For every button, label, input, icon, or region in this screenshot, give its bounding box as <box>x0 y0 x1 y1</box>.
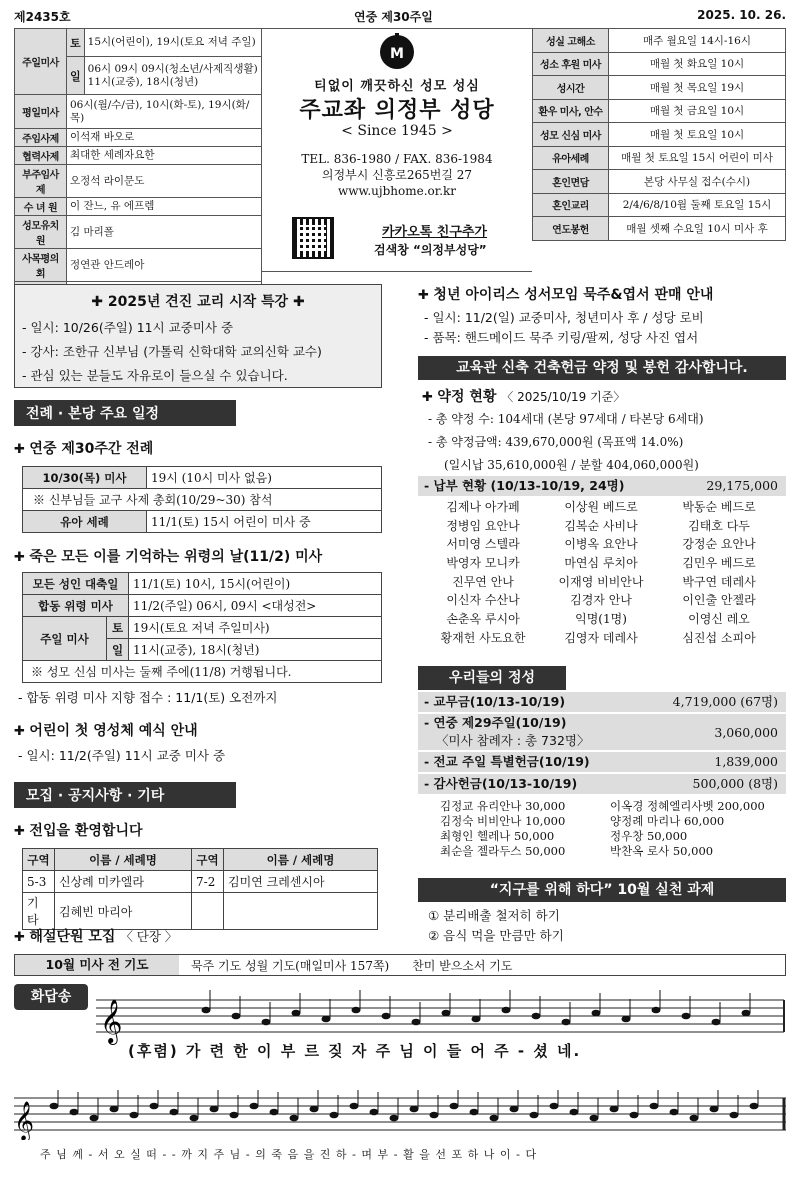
note-mark <box>250 1103 259 1110</box>
iris-line: - 일시: 11/2(일) 교중미사, 청년미사 후 / 성당 로비 <box>424 310 704 325</box>
church-info <box>262 28 532 272</box>
commentator-title: ✚ 해설단원 모집 〈 단장 〉 <box>14 926 177 946</box>
sat-label: 토 <box>67 29 85 57</box>
all-souls-table <box>22 572 382 683</box>
schedule-label: 성시간 <box>533 76 609 100</box>
note-mark <box>310 1106 319 1113</box>
psalm-refrain-lyrics: (후렴) 가 련 한 이 부 르 짖 자 주 님 이 들 어 주 - 셨 네. <box>128 1042 582 1060</box>
church-logo-icon: M <box>380 35 414 69</box>
schedule-value: 매월 첫 화요일 10시 <box>609 52 786 76</box>
staff-value: 김 마리폴 <box>67 216 262 249</box>
iris-title: ✚ 청년 아이리스 성서모임 묵주&엽서 판매 안내 <box>418 284 713 304</box>
note-mark <box>50 1103 59 1110</box>
prayer-label: 10월 미사 전 기도 <box>15 955 179 975</box>
name-cell: 김미연 크레센시아 <box>224 871 378 893</box>
note-mark <box>292 1010 301 1017</box>
schedule-label: 혼인교리 <box>533 193 609 217</box>
earth-item: ② 음식 먹을 만큼만 하기 <box>428 928 564 943</box>
schedule-value: 본당 사무실 접수(수시) <box>609 170 786 194</box>
tel-fax: TEL. 836-1980 / FAX. 836-1984 <box>301 152 493 166</box>
offering-bar: 우리들의 정성 <box>418 666 566 690</box>
note-mark <box>130 1112 139 1119</box>
lecture-line: - 관심 있는 분들도 자유로이 들으실 수 있습니다. <box>22 368 288 383</box>
notice-section-bar: 모집 · 공지사항 · 기타 <box>14 782 236 808</box>
all-souls-note: ※ 성모 신심 미사는 둘째 주에(11/8) 거행됩니다. <box>23 661 382 683</box>
note-mark <box>262 1019 271 1026</box>
building-fund-bar: 교육관 신축 건축헌금 약정 및 봉헌 감사합니다. <box>418 356 786 380</box>
note-mark <box>530 1112 539 1119</box>
note-mark <box>412 1019 421 1026</box>
weekday-mass-times: 06시(월/수/금), 10시(화-토), 19시(화/목) <box>67 95 262 129</box>
note-mark <box>430 1112 439 1119</box>
name-cell: 김혜빈 마리아 <box>55 893 192 930</box>
note-mark <box>712 1019 721 1026</box>
lecture-line: - 강사: 조한규 신부님 (가톨릭 신학대학 교의신학 교수) <box>22 344 322 359</box>
note-mark <box>622 1016 631 1023</box>
offering-label: - 교무금(10/13-10/19) <box>424 694 566 709</box>
staff-value: 이 잔느, 유 에프렘 <box>67 198 262 216</box>
all-souls-value: 11시(교중), 18시(청년) <box>129 639 382 661</box>
note-mark <box>472 1016 481 1023</box>
col-area: 구역 <box>23 849 55 871</box>
note-mark <box>290 1115 299 1122</box>
offering-row <box>418 692 786 712</box>
note-mark <box>650 1103 659 1110</box>
schedule-value: 매주 월요일 14시-16시 <box>609 29 786 53</box>
schedule-value: 매월 첫 토요일 10시 <box>609 123 786 147</box>
memorial-note: - 합동 위령 미사 지향 접수 : 11/1(토) 오전까지 <box>18 690 278 705</box>
note-mark <box>470 1109 479 1116</box>
qr-code-icon[interactable] <box>292 217 334 259</box>
note-mark <box>590 1115 599 1122</box>
payment-amount: 29,175,000 <box>706 478 778 493</box>
list-item: 서미영 스텔라 이병옥 요안나 강정순 요안나 <box>446 537 756 552</box>
all-souls-value: 11/1(토) 10시, 15시(어린이) <box>129 573 382 595</box>
note-mark <box>690 1115 699 1122</box>
area-cell: 기타 <box>23 893 55 930</box>
church-name: 주교좌 의정부 성당 <box>299 98 495 123</box>
note-mark <box>742 1010 751 1017</box>
sun-label: 일 <box>107 639 129 661</box>
schedule-label: 성소 후원 미사 <box>533 52 609 76</box>
all-souls-label: 모든 성인 대축일 <box>23 573 129 595</box>
offering-value: 4,719,000 (67명) <box>672 694 778 709</box>
col-area: 구역 <box>192 849 224 871</box>
schedule-value: 2/4/6/8/10월 둘째 토요일 15시 <box>609 193 786 217</box>
psalm-verse-lyrics: 주 님 께 - 서 오 실 떠 - - 까 지 주 님 - 의 죽 음 을 진 하 - 며 부 - 활 을 선 포 하 나 이 - 다 <box>40 1148 538 1161</box>
note-mark <box>532 1013 541 1020</box>
schedule-value: 매월 첫 토요일 15시 어린이 미사 <box>609 146 786 170</box>
liturgy-label: 유아 세례 <box>23 511 147 533</box>
offering-label: - 전교 주일 특별헌금(10/19) <box>424 754 590 769</box>
offering-label: - 연중 제29주일(10/19) <box>424 715 567 730</box>
note-mark <box>170 1109 179 1116</box>
note-mark <box>630 1112 639 1119</box>
offering-row <box>418 774 786 794</box>
note-mark <box>70 1109 79 1116</box>
name-cell <box>224 893 378 930</box>
liturgy-value: 19시 (10시 미사 없음) <box>147 467 382 489</box>
treble-clef-icon: 𝄞 <box>100 999 123 1043</box>
list-item: 김정교 유리안나 30,000 이옥경 정혜엘리사벳 200,000 <box>440 799 765 813</box>
website-link[interactable]: www.ujbhome.or.kr <box>337 184 457 198</box>
liturgy-note: ※ 신부님들 교구 사제 총회(10/29~30) 참석 <box>23 489 382 511</box>
staff-label: 수 녀 원 <box>15 198 67 216</box>
note-mark <box>390 1115 399 1122</box>
note-mark <box>550 1103 559 1110</box>
sat-mass-times: 15시(어린이), 19시(토요 저녁 주일) <box>84 29 261 57</box>
note-mark <box>90 1115 99 1122</box>
pledge-date: 〈 2025/10/19 기준〉 <box>501 390 626 404</box>
note-mark <box>750 1103 759 1110</box>
note-mark <box>230 1112 239 1119</box>
psalm-staff-1 <box>96 990 786 1046</box>
note-mark <box>330 1112 339 1119</box>
pledge-line: (일시납 35,610,000원 / 분할 404,060,000원) <box>444 458 699 472</box>
week-liturgy-title: ✚ 연중 제30주간 전례 <box>14 438 153 458</box>
schedule-label: 연도봉헌 <box>533 217 609 241</box>
col-name: 이름 / 세례명 <box>55 849 192 871</box>
all-souls-value: 11/2(주일) 06시, 09시 <대성전> <box>129 595 382 617</box>
lecture-title: ✚ 2025년 견진 교리 시작 특강 ✚ <box>91 294 305 310</box>
note-mark <box>652 1007 661 1014</box>
liturgy-label: 10/30(목) 미사 <box>23 467 147 489</box>
schedule-label: 성실 고해소 <box>533 29 609 53</box>
note-mark <box>270 1109 279 1116</box>
note-mark <box>350 1103 359 1110</box>
schedule-label: 성모 신심 미사 <box>533 123 609 147</box>
note-mark <box>710 1106 719 1113</box>
mass-schedule-table <box>14 28 262 300</box>
note-mark <box>232 1013 241 1020</box>
all-souls-label: 합동 위령 미사 <box>23 595 129 617</box>
contact-info <box>262 151 532 199</box>
note-mark <box>150 1103 159 1110</box>
psalm-label: 화답송 <box>14 984 88 1010</box>
address: 의정부시 신흥로265번길 27 <box>321 168 473 182</box>
pledge-line: - 총 약정 수: 104세대 (본당 97세대 / 타본당 6세대) <box>428 412 704 426</box>
area-cell: 7-2 <box>192 871 224 893</box>
schedule-label: 혼인면담 <box>533 170 609 194</box>
all-souls-title: ✚ 죽은 모든 이를 기억하는 위령의 날(11/2) 미사 <box>14 546 322 566</box>
earth-bar: “지구를 위해 하다” 10월 실천 과제 <box>418 878 786 902</box>
list-item: 김정숙 비비안나 10,000 양정례 마리나 60,000 <box>440 814 725 828</box>
week-title: 연중 제30주일 <box>354 10 433 24</box>
payment-status <box>418 476 786 496</box>
name-cell: 신상례 미카엘라 <box>55 871 192 893</box>
payment-label: - 납부 현황 (10/13-10/19, 24명) <box>424 478 625 493</box>
issue-date: 2025. 10. 26. <box>697 8 786 22</box>
offering-value: 1,839,000 <box>714 754 778 769</box>
staff-label: 사목평의회 <box>15 249 67 282</box>
list-item: 이신자 수산나 김경자 안나 이인출 안젤라 <box>446 593 756 608</box>
note-mark <box>202 1007 211 1014</box>
note-mark <box>370 1109 379 1116</box>
list-item: 정병임 요안나 김복순 사비나 김태호 다두 <box>446 518 750 533</box>
note-mark <box>502 1007 511 1014</box>
note-mark <box>610 1106 619 1113</box>
area-cell <box>192 893 224 930</box>
schedule-label: 유아세례 <box>533 146 609 170</box>
sacrament-schedule-table <box>532 28 786 241</box>
kakao-add-friend[interactable]: 카카오톡 친구추가 <box>382 225 487 240</box>
note-mark <box>592 1010 601 1017</box>
note-mark <box>442 1010 451 1017</box>
top-line <box>14 8 786 26</box>
area-cell: 5-3 <box>23 871 55 893</box>
list-item: 최순을 젤라두스 50,000 박찬옥 로사 50,000 <box>440 844 714 858</box>
weekday-mass-label: 평일미사 <box>15 95 67 129</box>
staff-value: 정연관 안드레아 <box>67 249 262 282</box>
note-mark <box>210 1106 219 1113</box>
schedule-value: 매월 첫 목요일 19시 <box>609 76 786 100</box>
kakao-search-hint: 검색창 “의정부성당” <box>374 243 487 257</box>
staff-label: 주임사제 <box>15 129 67 147</box>
commentator-note: 〈 단장 〉 <box>120 929 178 944</box>
issue-number: 제2435호 <box>14 10 71 24</box>
list-item: 김제나 아가페 이상원 베드로 박동순 베드로 <box>446 500 756 514</box>
first-communion-title: ✚ 어린이 첫 영성체 예식 안내 <box>14 720 198 740</box>
earth-item: ① 분리배출 철저히 하기 <box>428 908 560 923</box>
sat-label: 토 <box>107 617 129 639</box>
note-mark <box>730 1112 739 1119</box>
thanks-donors-list <box>440 798 780 858</box>
offering-value: 3,060,000 <box>714 725 778 740</box>
list-item: 손춘옥 루시아 익명(1명) 이영신 레오 <box>446 612 750 627</box>
welcome-title: ✚ 전입을 환영합니다 <box>14 820 143 840</box>
offering-row <box>418 752 786 772</box>
offering-value: 500,000 (8명) <box>692 776 778 791</box>
list-item: 최형인 헬레나 50,000 정우창 50,000 <box>440 829 688 843</box>
note-mark <box>670 1109 679 1116</box>
schedule-value: 매월 셋째 수요일 10시 미사 후 <box>609 217 786 241</box>
note-mark <box>410 1106 419 1113</box>
sun-label: 일 <box>67 57 85 95</box>
note-mark <box>110 1106 119 1113</box>
note-mark <box>450 1103 459 1110</box>
staff-value: 최대한 세례자요한 <box>67 147 262 165</box>
schedule-label: 환우 미사, 안수 <box>533 99 609 123</box>
staff-value: 이석재 바오로 <box>67 129 262 147</box>
offering-row <box>418 714 786 750</box>
donor-names-list <box>424 498 778 648</box>
list-item: 박영자 모니카 마연심 루치아 김민우 베드로 <box>446 556 756 571</box>
liturgy-section-bar: 전례 · 본당 주요 일정 <box>14 400 236 426</box>
list-item: 진무연 안나 이재영 비비안나 박구연 데레사 <box>452 574 756 589</box>
note-mark <box>490 1115 499 1122</box>
all-souls-label: 주일 미사 <box>23 617 107 661</box>
offering-sub: 〈미사 참례자 : 총 732명〉 <box>436 733 590 748</box>
iris-line: - 품목: 핸드메이드 묵주 키링/팔찌, 성당 사진 엽서 <box>424 330 699 345</box>
lecture-line: - 일시: 10/26(주일) 11시 교중미사 중 <box>22 320 234 335</box>
staff-label: 협력사제 <box>15 147 67 165</box>
note-mark <box>382 1013 391 1020</box>
note-mark <box>322 1016 331 1023</box>
offering-label: - 감사헌금(10/13-10/19) <box>424 776 578 791</box>
welcome-table <box>22 848 378 930</box>
treble-clef-icon: 𝄞 <box>14 1101 35 1140</box>
list-item: 황재헌 사도요한 김영자 데레사 심진섭 소피아 <box>440 630 756 645</box>
since-year: < Since 1945 > <box>341 123 453 139</box>
note-mark <box>510 1106 519 1113</box>
note-mark <box>570 1109 579 1116</box>
pledge-line: - 총 약정금액: 439,670,000원 (목표액 14.0%) <box>428 435 684 449</box>
col-name: 이름 / 세례명 <box>224 849 378 871</box>
prayer-row <box>14 954 786 976</box>
note-mark <box>562 1019 571 1026</box>
note-mark <box>352 1007 361 1014</box>
pledge-title: ✚ 약정 현황 〈 2025/10/19 기준〉 <box>422 386 625 406</box>
staff-label: 성모유치원 <box>15 216 67 249</box>
note-mark <box>190 1115 199 1122</box>
note-mark <box>682 1013 691 1020</box>
staff-value: 오정석 라이문도 <box>67 165 262 198</box>
first-communion-line: - 일시: 11/2(주일) 11시 교중 미사 중 <box>18 748 226 763</box>
liturgy-value: 11/1(토) 15시 어린이 미사 중 <box>147 511 382 533</box>
psalm-staff-2 <box>14 1090 786 1140</box>
motto: 티없이 깨끗하신 성모 성심 <box>314 79 480 94</box>
sun-mass-times: 06시 09시 09시(청소년/사제직생활) 11시(교중), 18시(청년) <box>84 57 261 95</box>
all-souls-value: 19시(토요 저녁 주일미사) <box>129 617 382 639</box>
prayer-text: 묵주 기도 성월 기도(매일미사 157쪽) 찬미 받으소서 기도 <box>191 959 513 973</box>
schedule-value: 매월 첫 금요일 10시 <box>609 99 786 123</box>
week-liturgy-table <box>22 466 382 533</box>
sunday-mass-label: 주일미사 <box>15 29 67 95</box>
staff-label: 부주임사제 <box>15 165 67 198</box>
